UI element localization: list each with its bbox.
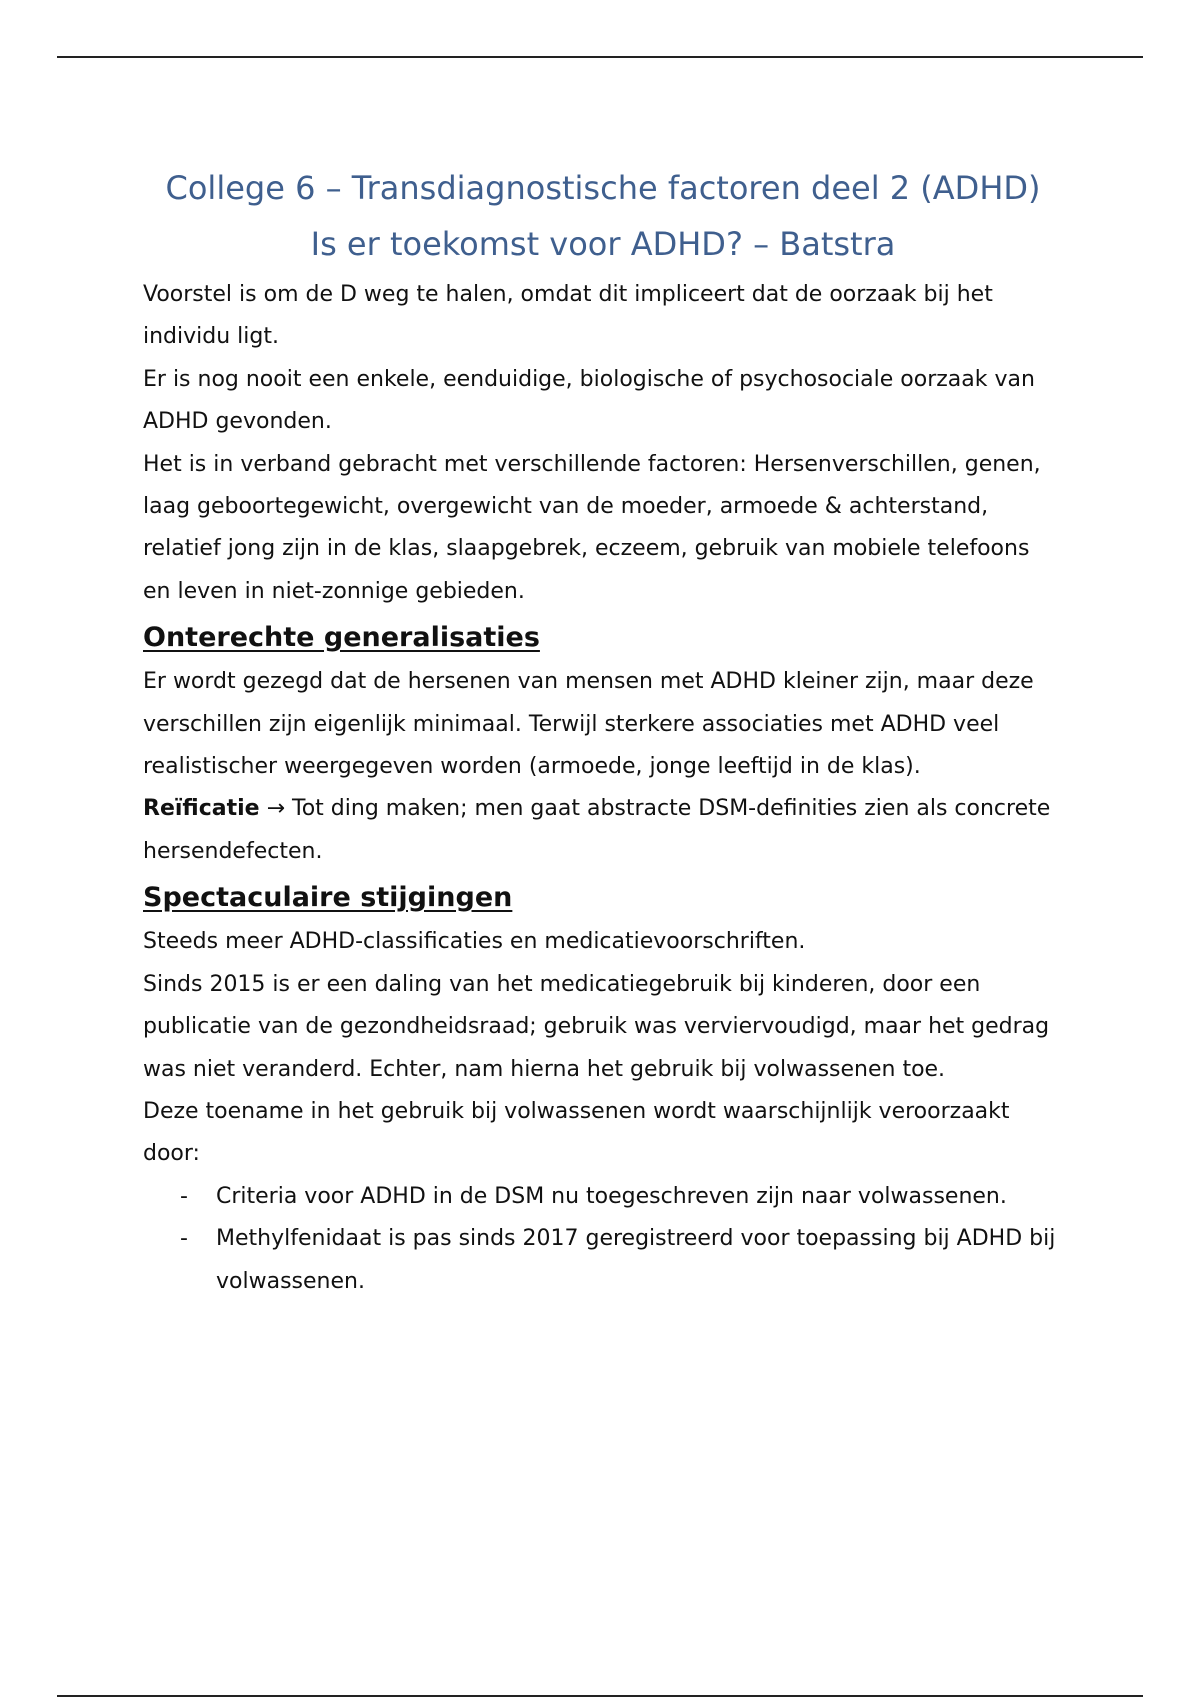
term-definition: Tot ding maken; men gaat abstracte DSM-definities zien als concrete hersendefecten. xyxy=(143,796,1051,864)
section2-paragraph: Deze toename in het gebruik bij volwassenen wordt waarschijnlijk veroorzaakt door: xyxy=(143,1098,1010,1167)
reificatie-definition xyxy=(143,788,1063,873)
document-subtitle: Is er toekomst voor ADHD? – Batstra xyxy=(310,225,896,263)
header-rule xyxy=(57,56,1143,58)
intro-paragraph: Het is in verband gebracht met verschillende factoren: Hersenverschillen, genen, laag geboortegewicht, overgewicht van de moeder, armoede & achterstand, relatief jong zijn in de klas, slaapgebrek, eczeem, gebruik van mobiele telefoons en leven in niet-zonnige gebieden. xyxy=(143,451,1041,604)
footer-rule xyxy=(57,1695,1143,1697)
cause-list xyxy=(143,1176,1063,1303)
section2-paragraph: Steeds meer ADHD-classificaties en medicatievoorschriften. xyxy=(143,929,806,955)
intro-paragraph: Voorstel is om de D weg te halen, omdat dit impliceert dat de oorzaak bij het individu ligt. xyxy=(143,282,993,350)
list-item-text: Criteria voor ADHD in de DSM nu toegeschreven zijn naar volwassenen. xyxy=(216,1183,1007,1209)
intro-paragraph: Er is nog nooit een enkele, eenduidige, biologische of psychosociale oorzaak van ADHD gevonden. xyxy=(143,366,1035,435)
document-title: College 6 – Transdiagnostische factoren deel 2 (ADHD) xyxy=(165,169,1041,207)
list-item-text: Methylfenidaat is pas sinds 2017 geregistreerd voor toepassing bij ADHD bij volwassenen. xyxy=(216,1226,1056,1294)
section2-paragraph: Sinds 2015 is er een daling van het medicatiegebruik bij kinderen, door een publicatie van de gezondheidsraad; gebruik was verviervoudigd, maar het gedrag was niet veranderd. Echter, nam hierna het gebruik bij volwassenen toe. xyxy=(143,971,1050,1082)
list-item xyxy=(143,1218,1063,1303)
section1-paragraph: Er wordt gezegd dat de hersenen van mensen met ADHD kleiner zijn, maar deze verschillen zijn eigenlijk minimaal. Terwijl sterkere associaties met ADHD veel realistischer weergegeven worden (armoede, jonge leeftijd in de klas). xyxy=(143,669,1034,780)
term-reificatie: Reïficatie xyxy=(143,796,260,822)
dash-bullet-icon: - xyxy=(180,1226,188,1252)
arrow-icon: → xyxy=(266,796,286,822)
dash-bullet-icon: - xyxy=(180,1183,188,1209)
section-heading-spectaculaire-stijgingen: Spectaculaire stijgingen xyxy=(143,882,513,914)
list-item xyxy=(143,1176,1063,1218)
section-heading-onterechte-generalisaties: Onterechte generalisaties xyxy=(143,622,540,654)
document-body xyxy=(143,160,1063,1303)
